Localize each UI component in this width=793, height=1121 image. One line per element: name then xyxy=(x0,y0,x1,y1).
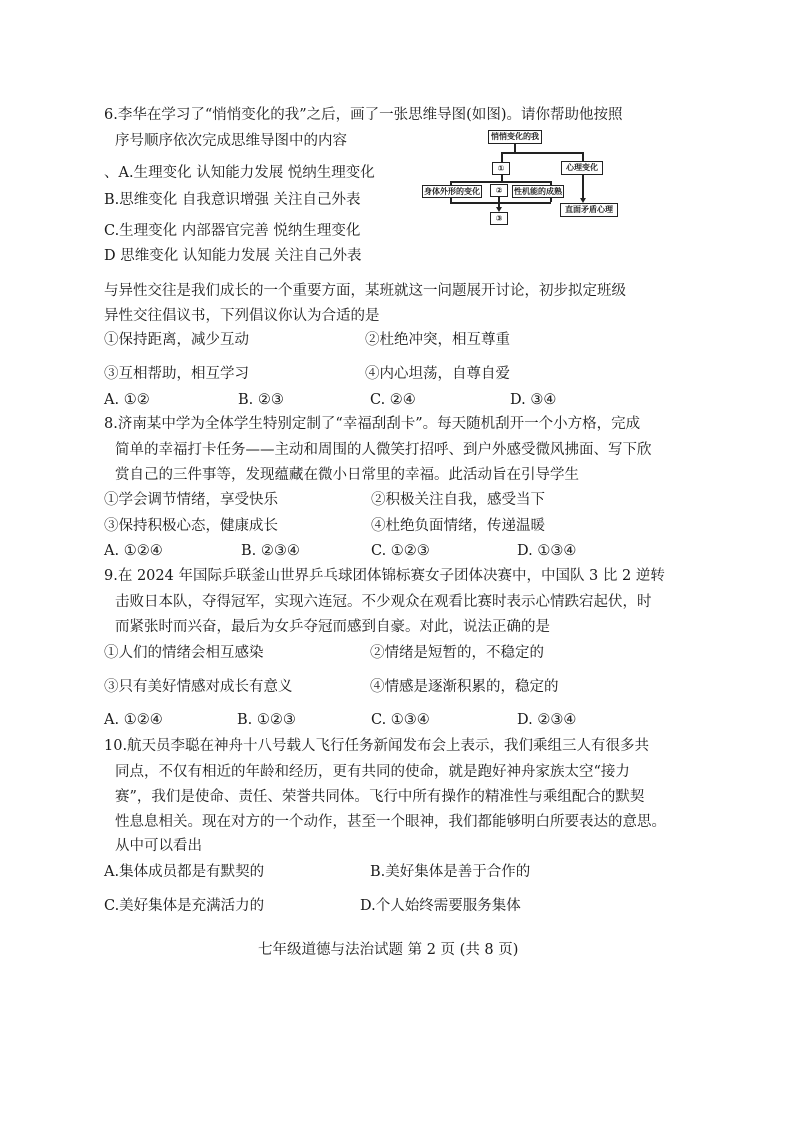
q9-item-1: ①人们的情绪会相互感染 xyxy=(104,645,264,661)
q9-item-3: ③只有美好情感对成长有意义 xyxy=(104,679,293,695)
q9-item-4: ④情感是逐渐积累的，稳定的 xyxy=(370,679,559,695)
q10-stem-line2: 同点，不仅有相近的年龄和经历，更有共同的使命，就是跑好神舟家族太空“接力 xyxy=(115,764,630,780)
q8-item-4: ④杜绝负面情绪，传递温暖 xyxy=(371,518,545,534)
q10-stem-line3: 赛”，我们是使命、责任、荣誉共同体。飞行中所有操作的精准性与乘组配合的默契 xyxy=(115,789,645,805)
q8-stem-line3: 赏自己的三件事等，发现蕴藏在微小日常里的幸福。此活动旨在引导学生 xyxy=(115,467,579,483)
q8-option-b: B. ②③④ xyxy=(241,543,300,559)
q7-item-3: ③互相帮助，相互学习 xyxy=(104,366,249,382)
q8-stem-line1: 8.济南某中学为全体学生特别定制了“幸福刮刮卡”。每天随机刮开一个小方格，完成 xyxy=(104,416,641,432)
mm-body-change: 身体外形的变化 xyxy=(424,187,480,196)
q9-option-d: D. ②③④ xyxy=(517,712,577,728)
mm-node-1: ① xyxy=(492,162,510,175)
q8-option-a: A. ①②④ xyxy=(104,543,163,559)
q6-stem-line2: 序号顺序依次完成思维导图中的内容 xyxy=(115,133,347,149)
q10-stem-line1: 10.航天员李聪在神舟十八号载人飞行任务新闻发布会上表示，我们乘组三人有很多共 xyxy=(104,738,650,754)
q7-option-d: D. ③④ xyxy=(510,392,557,408)
q9-stem-line2: 击败日本队，夺得冠军，实现六连冠。不少观众在观看比赛时表示心情跌宕起伏，时 xyxy=(115,594,652,610)
q8-option-c: C. ①②③ xyxy=(371,543,430,559)
q7-item-2: ②杜绝冲突，相互尊重 xyxy=(365,332,510,348)
q6-option-a: 、A.生理变化 认知能力发展 悦纳生理变化 xyxy=(104,165,375,181)
q10-option-c: C.美好集体是充满活力的 xyxy=(104,898,265,914)
mm-face-conflict: 直面矛盾心理 xyxy=(560,203,618,217)
q6-stem-line1: 6.李华在学习了“悄悄变化的我”之后，画了一张思维导图(如图)。请你帮助他按照 xyxy=(104,107,623,123)
q9-stem-line3: 而紧张时而兴奋，最后为女乒夺冠而感到自豪。对此，说法正确的是 xyxy=(115,619,550,635)
q8-item-1: ①学会调节情绪，享受快乐 xyxy=(104,492,278,508)
q6-option-b: B.思维变化 自我意识增强 关注自己外表 xyxy=(104,192,361,208)
q7-option-c: C. ②④ xyxy=(370,392,416,408)
q8-option-d: D. ①③④ xyxy=(517,543,577,559)
q7-stem-line2: 异性交往倡议书，下列倡议你认为合适的是 xyxy=(104,308,380,324)
q7-item-4: ④内心坦荡，自尊自爱 xyxy=(365,366,510,382)
q7-stem-line1: 与异性交往是我们成长的一个重要方面，某班就这一问题展开讨论，初步拟定班级 xyxy=(104,283,626,299)
q9-option-b: B. ①②③ xyxy=(237,712,296,728)
q7-option-a: A. ①② xyxy=(104,392,150,408)
q9-stem-line1: 9.在 2024 年国际乒联釜山世界乒乓球团体锦标赛女子团体决赛中，中国队 3 比 2 逆转 xyxy=(104,568,665,584)
mm-root: 悄悄变化的我 xyxy=(488,130,542,144)
mm-node-2: ② xyxy=(490,184,508,197)
q10-stem-line5: 从中可以看出 xyxy=(115,838,202,854)
q6-option-d: D 思维变化 认知能力发展 关注自己外表 xyxy=(104,248,362,264)
mm-sex-mature: 性机能的成熟 xyxy=(514,187,562,196)
q10-stem-line4: 性息息相关。现在对方的一个动作，甚至一个眼神，我们都能够明白所要表达的意思。 xyxy=(115,814,666,830)
q6-option-c: C.生理变化 内部器官完善 悦纳生理变化 xyxy=(104,223,361,239)
page-footer: 七年级道德与法治试题 第 2 页 (共 8 页) xyxy=(258,942,519,958)
mm-psych-change: 心理变化 xyxy=(561,161,603,175)
q9-option-c: C. ①③④ xyxy=(371,712,430,728)
mm-node-3: ③ xyxy=(490,212,508,225)
q10-option-a: A.集体成员都是有默契的 xyxy=(104,864,265,880)
q7-item-1: ①保持距离，减少互动 xyxy=(104,332,249,348)
q10-option-b: B.美好集体是善于合作的 xyxy=(370,864,531,880)
q8-item-3: ③保持积极心态，健康成长 xyxy=(104,518,278,534)
q9-option-a: A. ①②④ xyxy=(104,712,163,728)
q8-item-2: ②积极关注自我，感受当下 xyxy=(371,492,545,508)
q10-option-d: D.个人始终需要服务集体 xyxy=(360,898,521,914)
mind-map-diagram xyxy=(420,128,620,223)
q8-stem-line2: 简单的幸福打卡任务——主动和周围的人微笑打招呼、到户外感受微风拂面、写下欣 xyxy=(115,442,652,458)
q7-option-b: B. ②③ xyxy=(238,392,284,408)
q9-item-2: ②情绪是短暂的，不稳定的 xyxy=(370,645,544,661)
